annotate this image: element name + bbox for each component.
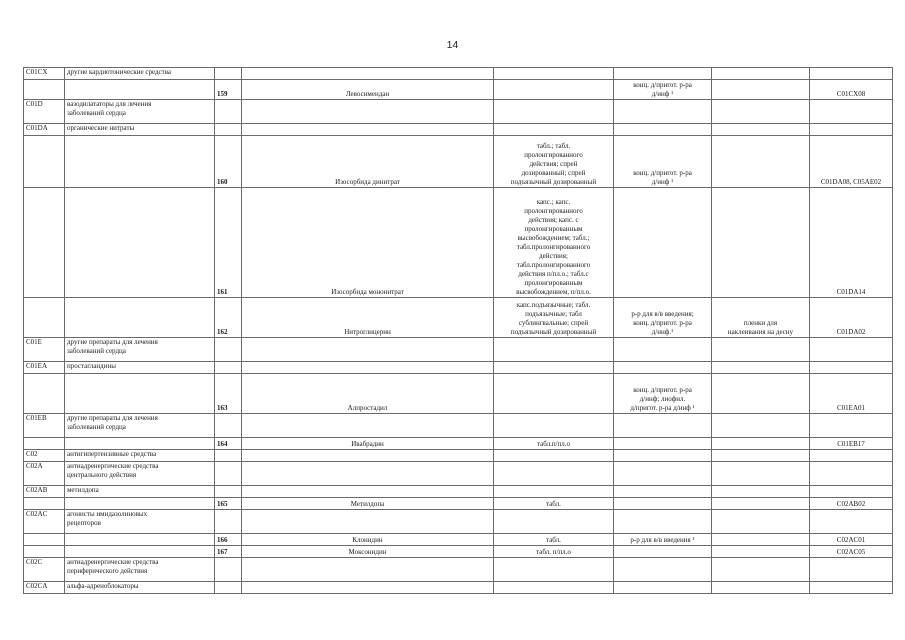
item-number-text: 160 (217, 178, 228, 186)
drug-name-cell (242, 558, 494, 582)
item-number-cell (215, 582, 242, 594)
other-form-cell (712, 534, 810, 546)
other-form-cell (712, 338, 810, 362)
drug-name-cell (242, 374, 494, 414)
table-row (24, 362, 893, 374)
other-form-cell (712, 136, 810, 188)
injection-form-cell (614, 546, 712, 558)
page-number: 14 (446, 39, 459, 51)
group-name-cell (65, 136, 215, 188)
atc-code-cell (24, 438, 65, 450)
item-number-text: 165 (217, 500, 228, 508)
drug-code-cell (810, 558, 893, 582)
group-name-cell (65, 546, 215, 558)
injection-form-cell (614, 298, 712, 338)
other-form-cell (712, 486, 810, 498)
group-name-text: метилдопа (67, 486, 99, 494)
group-name-cell (65, 188, 215, 298)
atc-code-cell (24, 338, 65, 362)
oral-form-cell (494, 80, 614, 100)
injection-form-text: конц. д/пригот. р-ра д/инф ¹ (633, 81, 692, 98)
atc-code-cell (24, 558, 65, 582)
injection-form-cell (614, 362, 712, 374)
group-name-cell (65, 582, 215, 594)
item-number-cell (215, 338, 242, 362)
other-form-cell (712, 80, 810, 100)
atc-code-cell (24, 124, 65, 136)
oral-form-text: табл. (546, 536, 561, 544)
drug-name-cell (242, 188, 494, 298)
injection-form-cell (614, 414, 712, 438)
oral-form-cell (494, 546, 614, 558)
drug-name-text: Изосорбида динитрат (335, 178, 400, 186)
injection-form-text: конц. д/пригот. р-ра д/инф ¹ (633, 169, 692, 186)
drug-code-cell (810, 362, 893, 374)
item-number-cell (215, 486, 242, 498)
oral-form-cell (494, 534, 614, 546)
injection-form-text: р-р для в/в введения ¹ (630, 536, 695, 544)
item-number-cell (215, 510, 242, 534)
group-name-cell (65, 414, 215, 438)
group-name-text: другие препараты для лечения заболеваний сердца (67, 338, 158, 355)
item-number-cell (215, 450, 242, 462)
drug-name-cell (242, 510, 494, 534)
drug-name-cell (242, 100, 494, 124)
atc-code-cell (24, 462, 65, 486)
item-number-cell (215, 80, 242, 100)
drug-name-text: Ивабрадин (351, 440, 384, 448)
table-row (24, 546, 893, 558)
injection-form-cell (614, 486, 712, 498)
other-form-cell (712, 374, 810, 414)
drug-code-text: C01EA01 (837, 404, 865, 412)
table-row (24, 338, 893, 362)
atc-code-cell (24, 100, 65, 124)
table-row (24, 136, 893, 188)
group-name-cell (65, 80, 215, 100)
oral-form-cell (494, 188, 614, 298)
drug-code-cell (810, 124, 893, 136)
group-name-cell (65, 558, 215, 582)
oral-form-cell (494, 438, 614, 450)
oral-form-cell (494, 486, 614, 498)
drug-name-cell (242, 298, 494, 338)
item-number-cell (215, 558, 242, 582)
group-name-cell (65, 338, 215, 362)
atc-code-cell (24, 546, 65, 558)
item-number-text: 161 (217, 288, 228, 296)
drug-name-cell (242, 450, 494, 462)
item-number-text: 167 (217, 548, 228, 556)
table-row (24, 450, 893, 462)
oral-form-cell (494, 510, 614, 534)
atc-code-cell (24, 534, 65, 546)
drug-code-cell (810, 80, 893, 100)
injection-form-cell (614, 498, 712, 510)
group-name-cell (65, 124, 215, 136)
drug-name-text: Изосорбида мононитрат (331, 288, 404, 296)
oral-form-cell (494, 498, 614, 510)
atc-code-text: C02AC (26, 510, 48, 518)
item-number-cell (215, 124, 242, 136)
other-form-cell (712, 188, 810, 298)
atc-code-text: C01DA (26, 124, 48, 132)
atc-code-cell (24, 80, 65, 100)
oral-form-text: табл.; табл. пролонгированного действия; спрей дозированный; спрей подъязычный дозированный (510, 142, 597, 186)
drug-code-cell (810, 136, 893, 188)
drug-name-cell (242, 486, 494, 498)
atc-code-text: C02C (26, 558, 43, 566)
drug-name-text: Левосимендан (345, 90, 390, 98)
item-number-cell (215, 534, 242, 546)
drug-code-text: C02AB02 (836, 500, 866, 508)
drug-name-text: Клонидин (352, 536, 383, 544)
atc-code-text: C02CA (26, 582, 48, 590)
drug-name-cell (242, 462, 494, 486)
item-number-cell (215, 546, 242, 558)
drug-code-text: C01CX08 (836, 90, 866, 98)
group-name-cell (65, 298, 215, 338)
group-name-cell (65, 68, 215, 80)
other-form-cell (712, 450, 810, 462)
group-name-text: альфа-адреноблокаторы (67, 582, 139, 590)
drug-name-cell (242, 80, 494, 100)
other-form-cell (712, 438, 810, 450)
injection-form-cell (614, 124, 712, 136)
item-number-cell (215, 374, 242, 414)
atc-code-cell (24, 510, 65, 534)
injection-form-cell (614, 68, 712, 80)
oral-form-text: табл.п/пл.о (536, 440, 571, 448)
atc-code-cell (24, 68, 65, 80)
group-name-cell (65, 510, 215, 534)
injection-form-cell (614, 534, 712, 546)
other-form-cell (712, 124, 810, 136)
group-name-text: простагландины (67, 362, 116, 370)
item-number-cell (215, 414, 242, 438)
group-name-text: другие препараты для лечения заболеваний сердца (67, 414, 158, 431)
group-name-cell (65, 438, 215, 450)
group-name-text: антигипертензивные средства (67, 450, 157, 458)
group-name-text: органические нитраты (67, 124, 135, 132)
group-name-cell (65, 462, 215, 486)
item-number-text: 164 (217, 440, 228, 448)
drug-name-cell (242, 498, 494, 510)
oral-form-text: табл. (546, 500, 561, 508)
injection-form-cell (614, 80, 712, 100)
table-row (24, 414, 893, 438)
drug-name-cell (242, 414, 494, 438)
drug-code-cell (810, 534, 893, 546)
drug-name-cell (242, 362, 494, 374)
item-number-cell (215, 298, 242, 338)
oral-form-cell (494, 100, 614, 124)
table-row (24, 374, 893, 414)
drug-code-cell (810, 100, 893, 124)
table-row (24, 462, 893, 486)
group-name-cell (65, 362, 215, 374)
drug-name-cell (242, 438, 494, 450)
drug-name-cell (242, 68, 494, 80)
drug-code-cell (810, 510, 893, 534)
oral-form-cell (494, 450, 614, 462)
atc-code-text: C01E (26, 338, 42, 346)
injection-form-cell (614, 510, 712, 534)
atc-code-cell (24, 188, 65, 298)
item-number-cell (215, 100, 242, 124)
oral-form-cell (494, 582, 614, 594)
other-form-cell (712, 498, 810, 510)
other-form-cell (712, 362, 810, 374)
atc-code-text: C02A (26, 462, 43, 470)
item-number-cell (215, 462, 242, 486)
drug-list-table (23, 67, 893, 594)
oral-form-text: табл. п/пл.о (536, 548, 571, 556)
atc-code-text: C02AB (26, 486, 48, 494)
injection-form-text: р-р для в/в введения; конц. д/пригот. р-ра д/инф.¹ (631, 310, 694, 336)
atc-code-cell (24, 374, 65, 414)
atc-code-cell (24, 298, 65, 338)
item-number-cell (215, 188, 242, 298)
other-form-cell (712, 414, 810, 438)
table-row (24, 510, 893, 534)
drug-name-cell (242, 338, 494, 362)
group-name-cell (65, 486, 215, 498)
group-name-cell (65, 498, 215, 510)
oral-form-cell (494, 374, 614, 414)
injection-form-cell (614, 188, 712, 298)
drug-code-cell (810, 414, 893, 438)
injection-form-cell (614, 136, 712, 188)
other-form-text: пленки для наклеивания на десну (727, 319, 794, 336)
group-name-text: вазодилататоры для лечения заболеваний сердца (67, 100, 152, 117)
drug-code-cell (810, 374, 893, 414)
table-row (24, 80, 893, 100)
drug-name-cell (242, 534, 494, 546)
drug-code-cell (810, 462, 893, 486)
drug-name-cell (242, 582, 494, 594)
table-row (24, 100, 893, 124)
table-row (24, 298, 893, 338)
table-row (24, 124, 893, 136)
drug-name-text: Алпростадил (347, 404, 388, 412)
injection-form-text: конц. д/пригот. р-ра д/инф; лиофил. д/пригот. р-ра д/инф ¹ (630, 386, 695, 412)
drug-code-cell (810, 338, 893, 362)
oral-form-cell (494, 298, 614, 338)
oral-form-text: капс.; капс. пролонгированного действия; капс. с пролонгированным высвобождением; табл.; табл.пролонгированного действия; табл.пролонгированного действия п/пл.о.; табл.с пролонгированным высвобождением, п/пл.о. (516, 198, 591, 296)
drug-name-cell (242, 136, 494, 188)
item-number-text: 166 (217, 536, 228, 544)
drug-code-cell (810, 438, 893, 450)
item-number-text: 162 (217, 328, 228, 336)
injection-form-cell (614, 462, 712, 486)
drug-code-cell (810, 188, 893, 298)
drug-code-text: C02AC05 (836, 548, 866, 556)
item-number-cell (215, 136, 242, 188)
oral-form-text: капс.подъязычные; табл. подъязычные; табл сублингвальные; спрей подъязычный дозированный (510, 301, 597, 336)
injection-form-cell (614, 100, 712, 124)
other-form-cell (712, 510, 810, 534)
drug-code-cell (810, 68, 893, 80)
drug-name-cell (242, 124, 494, 136)
other-form-cell (712, 546, 810, 558)
drug-code-text: C01DA14 (836, 288, 866, 296)
other-form-cell (712, 558, 810, 582)
drug-code-text: C01EB17 (837, 440, 865, 448)
atc-code-text: C01CX (26, 68, 48, 76)
item-number-cell (215, 438, 242, 450)
other-form-cell (712, 100, 810, 124)
other-form-cell (712, 582, 810, 594)
group-name-text: другие кардиотонические средства (67, 68, 172, 76)
injection-form-cell (614, 450, 712, 462)
oral-form-cell (494, 558, 614, 582)
drug-name-text: Метилдопа (350, 500, 385, 508)
oral-form-cell (494, 338, 614, 362)
group-name-text: антиадренергические средства центрального действия (67, 462, 159, 479)
oral-form-cell (494, 68, 614, 80)
item-number-cell (215, 362, 242, 374)
oral-form-cell (494, 362, 614, 374)
drug-code-cell (810, 450, 893, 462)
drug-name-cell (242, 546, 494, 558)
atc-code-cell (24, 486, 65, 498)
group-name-text: антиадренергические средства периферического действия (67, 558, 159, 575)
drug-code-cell (810, 298, 893, 338)
item-number-text: 163 (217, 404, 228, 412)
drug-name-text: Моксонидин (348, 548, 387, 556)
drug-code-text: C01DA08, C05AE02 (820, 178, 882, 186)
item-number-cell (215, 498, 242, 510)
other-form-cell (712, 68, 810, 80)
item-number-text: 159 (217, 90, 228, 98)
atc-code-cell (24, 414, 65, 438)
table-row (24, 438, 893, 450)
atc-code-cell (24, 136, 65, 188)
drug-code-cell (810, 486, 893, 498)
group-name-cell (65, 450, 215, 462)
atc-code-cell (24, 582, 65, 594)
group-name-cell (65, 374, 215, 414)
table-row (24, 486, 893, 498)
item-number-cell (215, 68, 242, 80)
oral-form-cell (494, 414, 614, 438)
injection-form-cell (614, 338, 712, 362)
drug-name-text: Нитроглицерин (344, 328, 391, 336)
drug-code-cell (810, 582, 893, 594)
atc-code-text: C01EA (26, 362, 47, 370)
group-name-cell (65, 100, 215, 124)
atc-code-text: C01D (26, 100, 43, 108)
table-row (24, 68, 893, 80)
injection-form-cell (614, 582, 712, 594)
atc-code-text: C01EB (26, 414, 47, 422)
table-row (24, 498, 893, 510)
atc-code-cell (24, 450, 65, 462)
table-row (24, 534, 893, 546)
oral-form-cell (494, 136, 614, 188)
injection-form-cell (614, 558, 712, 582)
drug-code-cell (810, 546, 893, 558)
oral-form-cell (494, 462, 614, 486)
table-row (24, 188, 893, 298)
group-name-text: агонисты имидазолиновых рецепторов (67, 510, 148, 527)
atc-code-cell (24, 498, 65, 510)
group-name-cell (65, 534, 215, 546)
other-form-cell (712, 298, 810, 338)
drug-code-cell (810, 498, 893, 510)
other-form-cell (712, 462, 810, 486)
atc-code-text: C02 (26, 450, 38, 458)
injection-form-cell (614, 438, 712, 450)
atc-code-cell (24, 362, 65, 374)
oral-form-cell (494, 124, 614, 136)
injection-form-cell (614, 374, 712, 414)
table-row (24, 558, 893, 582)
drug-code-text: C01DA02 (836, 328, 866, 336)
drug-code-text: C02AC01 (836, 536, 866, 544)
table-row (24, 582, 893, 594)
